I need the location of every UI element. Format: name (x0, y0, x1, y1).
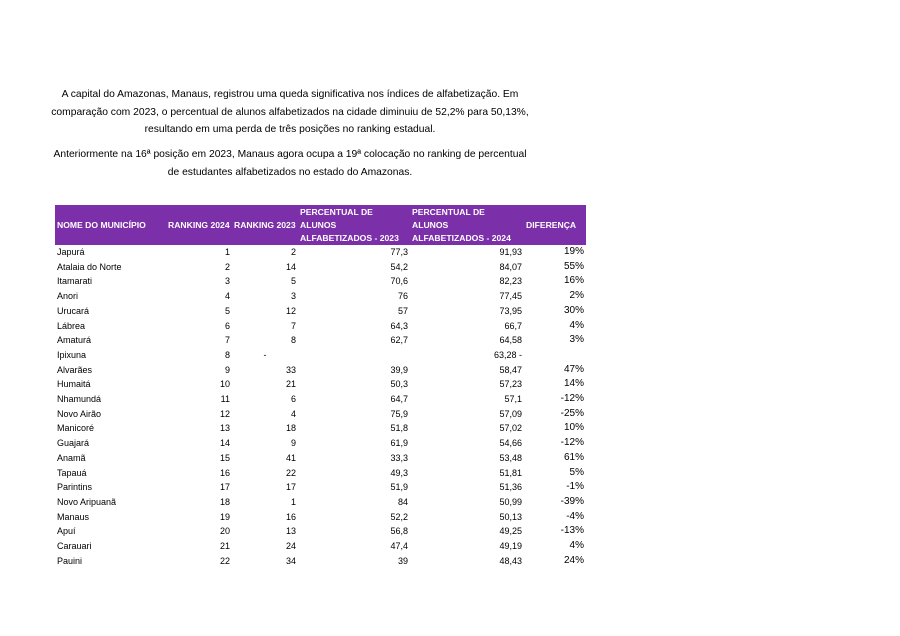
table-row (55, 319, 586, 334)
cell-percentual-2023: 70,6 (390, 276, 408, 287)
cell-municipio: Manaus (57, 511, 90, 522)
table-row (55, 348, 586, 363)
table-row (55, 421, 586, 436)
table-row (55, 363, 586, 378)
cell-percentual-2024: 50,13 (499, 511, 522, 522)
cell-ranking-2024: 11 (220, 394, 230, 405)
cell-percentual-2023: 33,3 (390, 452, 408, 463)
intro-line: resultando em uma perda de três posições no ranking estadual. (144, 124, 436, 135)
ranking-table (55, 205, 586, 568)
cell-diferenca: 16% (563, 275, 584, 287)
cell-ranking-2023: 7 (290, 320, 296, 331)
cell-percentual-2024: 50,99 (499, 496, 522, 507)
intro-line: A capital do Amazonas, Manaus, registrou uma queda significativa nos índices de alfabetização. Em (61, 89, 519, 100)
cell-municipio: Parintins (57, 482, 93, 493)
table-body (55, 245, 586, 568)
table-row (55, 274, 586, 289)
cell-percentual-2023: 56,8 (390, 526, 408, 537)
header-diferenca: DIFERENÇA (524, 205, 586, 245)
cell-municipio: Nhamundá (57, 394, 102, 405)
cell-municipio: Apuí (57, 526, 76, 537)
cell-percentual-2024: 57,09 (499, 408, 522, 419)
cell-municipio: Novo Aripuanã (57, 496, 117, 507)
cell-ranking-2024: 13 (219, 423, 230, 434)
cell-percentual-2023: 39,9 (390, 364, 408, 375)
cell-ranking-2023: 21 (285, 379, 296, 390)
cell-percentual-2024: 57,1 (504, 394, 522, 405)
cell-ranking-2024: 3 (224, 276, 230, 287)
cell-percentual-2023: 57 (397, 305, 408, 316)
cell-ranking-2024: 19 (219, 511, 230, 522)
intro-line: Anteriormente na 16ª posição em 2023, Manaus agora ocupa a 19ª colocação no ranking de percentual (53, 149, 527, 160)
cell-ranking-2024: 22 (219, 555, 230, 566)
cell-ranking-2024: 9 (224, 364, 230, 375)
cell-diferenca (524, 348, 586, 363)
cell-ranking-2024: 15 (219, 452, 230, 463)
cell-percentual-2023: 47,4 (390, 541, 408, 552)
cell-diferenca: 47% (563, 363, 584, 375)
cell-municipio: Lábrea (57, 320, 86, 331)
cell-municipio: Manicoré (57, 423, 95, 434)
cell-percentual-2024: 63,28 - (493, 349, 522, 360)
cell-ranking-2023: 1 (290, 496, 296, 507)
cell-percentual-2024: 66,7 (504, 320, 522, 331)
table-row (55, 436, 586, 451)
cell-diferenca: -1% (566, 481, 584, 493)
cell-municipio: Humaitá (57, 379, 91, 390)
cell-ranking-2023: 5 (290, 276, 296, 287)
cell-percentual-2024: 64,58 (499, 335, 522, 346)
cell-percentual-2023: 61,9 (390, 438, 408, 449)
cell-municipio: Japurá (57, 247, 85, 257)
cell-municipio: Novo Airão (57, 408, 102, 419)
cell-percentual-2023 (298, 348, 410, 363)
cell-diferenca: -25% (560, 407, 584, 419)
intro-paragraph-2 (40, 146, 540, 181)
cell-ranking-2024: 17 (219, 482, 230, 493)
cell-ranking-2024: 12 (219, 408, 230, 419)
cell-percentual-2023: 64,7 (390, 394, 408, 405)
cell-ranking-2023: 12 (285, 305, 296, 316)
cell-percentual-2023: 39 (397, 555, 408, 566)
cell-diferenca: -12% (560, 393, 584, 405)
cell-ranking-2024: 7 (224, 335, 230, 346)
header-ranking-2023: RANKING 2023 (232, 205, 298, 245)
cell-ranking-2023: - (263, 349, 267, 360)
table-row (55, 333, 586, 348)
cell-diferenca: 10% (563, 422, 584, 434)
cell-municipio: Atalaia do Norte (57, 261, 122, 272)
cell-municipio: Guajará (57, 438, 90, 449)
cell-percentual-2024: 54,66 (499, 438, 522, 449)
cell-ranking-2023: 34 (285, 555, 296, 566)
header-percentual-2024: PERCENTUAL DE ALUNOS ALFABETIZADOS - 2024 (410, 205, 524, 245)
cell-percentual-2023: 75,9 (390, 408, 408, 419)
cell-diferenca: 5% (569, 466, 584, 478)
table-header-row (55, 205, 586, 245)
cell-ranking-2023: 3 (290, 291, 296, 302)
table-row (55, 554, 586, 569)
cell-ranking-2024: 21 (219, 541, 230, 552)
intro-paragraph-1 (40, 86, 540, 139)
cell-municipio: Pauini (57, 555, 83, 566)
table-row (55, 289, 586, 304)
cell-ranking-2023: 33 (285, 364, 296, 375)
cell-municipio: Amaturá (57, 335, 92, 346)
cell-percentual-2024: 73,95 (499, 305, 522, 316)
cell-percentual-2023: 76 (397, 291, 408, 302)
cell-diferenca: 61% (563, 451, 584, 463)
cell-ranking-2023: 8 (290, 335, 296, 346)
cell-ranking-2023: 13 (285, 526, 296, 537)
cell-percentual-2024: 82,23 (499, 276, 522, 287)
cell-percentual-2023: 77,3 (390, 247, 408, 257)
cell-percentual-2024: 49,19 (499, 541, 522, 552)
cell-municipio: Anori (57, 291, 79, 302)
table-row (55, 480, 586, 495)
cell-ranking-2023: 17 (285, 482, 296, 493)
cell-municipio: Carauari (57, 541, 92, 552)
cell-ranking-2024: 5 (224, 305, 230, 316)
cell-municipio: Alvarães (57, 364, 93, 375)
cell-ranking-2023: 6 (290, 394, 296, 405)
cell-ranking-2023: 24 (285, 541, 296, 552)
cell-diferenca: 3% (569, 334, 584, 346)
cell-percentual-2023: 62,7 (390, 335, 408, 346)
table-row (55, 392, 586, 407)
cell-diferenca: -39% (560, 495, 584, 507)
cell-diferenca: -12% (560, 437, 584, 449)
cell-percentual-2024: 57,02 (499, 423, 522, 434)
cell-percentual-2023: 54,2 (390, 261, 408, 272)
cell-percentual-2024: 53,48 (499, 452, 522, 463)
cell-percentual-2024: 77,45 (499, 291, 522, 302)
cell-diferenca: 19% (563, 246, 584, 257)
cell-ranking-2024: 6 (224, 320, 230, 331)
table-row (55, 377, 586, 392)
cell-ranking-2023: 9 (290, 438, 296, 449)
cell-percentual-2023: 84 (397, 496, 408, 507)
cell-municipio: Anamã (57, 452, 86, 463)
cell-ranking-2024: 8 (224, 349, 230, 360)
cell-ranking-2023: 22 (285, 467, 296, 478)
table-row (55, 466, 586, 481)
intro-line: de estudantes alfabetizados no estado do Amazonas. (167, 166, 413, 178)
cell-diferenca: 2% (569, 290, 584, 302)
table-row (55, 407, 586, 422)
cell-diferenca: -13% (560, 525, 584, 537)
cell-ranking-2023: 18 (285, 423, 296, 434)
table-row (55, 260, 586, 275)
cell-ranking-2024: 20 (219, 526, 230, 537)
table-row (55, 524, 586, 539)
header-ranking-2024: RANKING 2024 (166, 205, 232, 245)
table-row (55, 451, 586, 466)
cell-diferenca: 30% (563, 304, 584, 316)
cell-percentual-2023: 49,3 (390, 467, 408, 478)
intro-line: comparação com 2023, o percentual de alunos alfabetizados na cidade diminuiu de 52,2% para 50,13%, (51, 106, 529, 118)
cell-percentual-2024: 91,93 (499, 247, 522, 257)
cell-ranking-2023: 14 (285, 261, 296, 272)
header-municipio: NOME DO MUNICÍPIO (55, 205, 166, 245)
cell-municipio: Tapauá (57, 467, 87, 478)
cell-percentual-2023: 52,2 (390, 511, 408, 522)
cell-ranking-2024: 2 (224, 261, 230, 272)
cell-ranking-2024: 1 (224, 247, 230, 257)
cell-percentual-2024: 51,81 (499, 467, 522, 478)
cell-ranking-2024: 4 (224, 291, 230, 302)
cell-ranking-2023: 4 (290, 408, 296, 419)
cell-ranking-2024: 14 (219, 438, 230, 449)
cell-percentual-2024: 48,43 (499, 555, 522, 566)
table-row (55, 539, 586, 554)
cell-ranking-2023: 2 (290, 247, 296, 257)
cell-percentual-2023: 50,3 (390, 379, 408, 390)
cell-municipio: Itamarati (57, 276, 93, 287)
cell-diferenca: 24% (563, 554, 584, 566)
cell-municipio: Ipixuna (57, 349, 87, 360)
cell-ranking-2023: 16 (285, 511, 296, 522)
cell-municipio: Urucará (57, 305, 90, 316)
table-row (55, 510, 586, 525)
cell-diferenca: -4% (566, 510, 584, 522)
cell-diferenca: 4% (569, 540, 584, 552)
table-row (55, 245, 586, 260)
cell-percentual-2024: 58,47 (499, 364, 522, 375)
cell-percentual-2024: 49,25 (499, 526, 522, 537)
table-row (55, 495, 586, 510)
cell-percentual-2023: 51,8 (390, 423, 408, 434)
cell-diferenca: 55% (563, 260, 584, 272)
cell-diferenca: 14% (563, 378, 584, 390)
cell-ranking-2024: 10 (219, 379, 230, 390)
table-row (55, 304, 586, 319)
header-percentual-2023: PERCENTUAL DE ALUNOS ALFABETIZADOS - 2023 (298, 205, 410, 245)
cell-percentual-2024: 84,07 (499, 261, 522, 272)
cell-percentual-2024: 51,36 (499, 482, 522, 493)
cell-percentual-2023: 51,9 (390, 482, 408, 493)
cell-ranking-2024: 16 (219, 467, 230, 478)
cell-diferenca: 4% (569, 319, 584, 331)
cell-percentual-2023: 64,3 (390, 320, 408, 331)
cell-ranking-2024: 18 (219, 496, 230, 507)
cell-ranking-2023: 41 (285, 452, 296, 463)
cell-percentual-2024: 57,23 (499, 379, 522, 390)
